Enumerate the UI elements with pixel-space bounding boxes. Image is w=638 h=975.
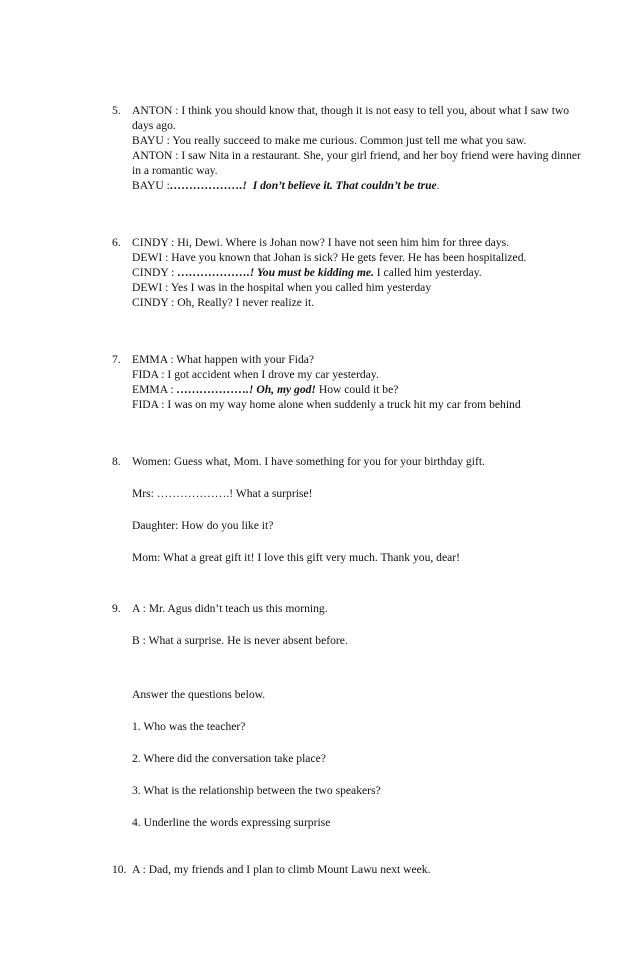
dialogue-item-9 [112, 601, 582, 648]
item-number: 7. [112, 353, 121, 366]
dialogue-line: CINDY : Hi, Dewi. Where is Johan now? I have not seen him him for three days. [132, 236, 510, 249]
item-number: 5. [112, 104, 121, 117]
dialogue-item-6 [112, 235, 582, 310]
dialogue-line: ANTON : I think you should know that, though it is not easy to tell you, about what I saw two days ago. [132, 104, 570, 132]
dialogue-line: Mom: What a great gift it! I love this gift very much. Thank you, dear! [132, 551, 460, 564]
dialogue-line [132, 178, 582, 193]
dialogue-item-10 [112, 862, 582, 877]
line-end-period: . [436, 179, 440, 192]
dialogue-text: How could it be? [318, 383, 399, 396]
blank-exclamation: ……………….! [169, 179, 247, 192]
question-2: 2. Where did the conversation take place? [132, 752, 326, 765]
item-number: 9. [112, 602, 121, 615]
dialogue-item-8 [112, 454, 582, 565]
dialogue-item-7 [112, 352, 582, 412]
dialogue-line: EMMA : What happen with your Fida? [132, 353, 315, 366]
question-4: 4. Underline the words expressing surprise [132, 816, 331, 829]
speaker-label: EMMA : [132, 383, 174, 396]
dialogue-text: I called him yesterday. [376, 266, 482, 279]
questions-intro: Answer the questions below. [132, 688, 266, 701]
question-1: 1. Who was the teacher? [132, 720, 246, 733]
dialogue-line: ANTON : I saw Nita in a restaurant. She, your girl friend, and her boy friend were having dinner in a romantic way. [132, 149, 581, 177]
dialogue-line: Women: Guess what, Mom. I have something for you for your birthday gift. [132, 455, 485, 468]
dialogue-line: A : Dad, my friends and I plan to climb Mount Lawu next week. [132, 863, 431, 876]
dialogue-line: FIDA : I was on my way home alone when suddenly a truck hit my car from behind [132, 398, 521, 411]
dialogue-line: DEWI : Yes I was in the hospital when you called him yesterday [132, 281, 432, 294]
dialogue-line: Mrs: ……………….! What a surprise! [132, 487, 313, 500]
question-3: 3. What is the relationship between the two speakers? [132, 784, 381, 797]
item-number: 8. [112, 455, 121, 468]
dialogue-line: B : What a surprise. He is never absent before. [132, 634, 348, 647]
dialogue-line [132, 382, 582, 397]
dialogue-line [132, 265, 582, 280]
dialogue-line: A : Mr. Agus didn’t teach us this morning. [132, 602, 328, 615]
surprise-expression: I don’t believe it. That couldn’t be true [252, 179, 437, 192]
speaker-label: CINDY : [132, 266, 175, 279]
surprise-expression: ……………….! You must be kidding me. [177, 266, 374, 279]
dialogue-item-5 [112, 103, 582, 193]
dialogue-line: Daughter: How do you like it? [132, 519, 274, 532]
dialogue-line: BAYU : You really succeed to make me curious. Common just tell me what you saw. [132, 134, 527, 147]
item-number: 6. [112, 236, 121, 249]
dialogue-line: DEWI : Have you known that Johan is sick? He gets fever. He has been hospitalized. [132, 251, 527, 264]
questions-section [112, 687, 582, 830]
dialogue-line: FIDA : I got accident when I drove my car yesterday. [132, 368, 379, 381]
item-number: 10. [112, 863, 127, 876]
surprise-expression: ……………….! Oh, my god! [176, 383, 316, 396]
speaker-label: BAYU : [132, 179, 170, 192]
dialogue-line: CINDY : Oh, Really? I never realize it. [132, 296, 315, 309]
